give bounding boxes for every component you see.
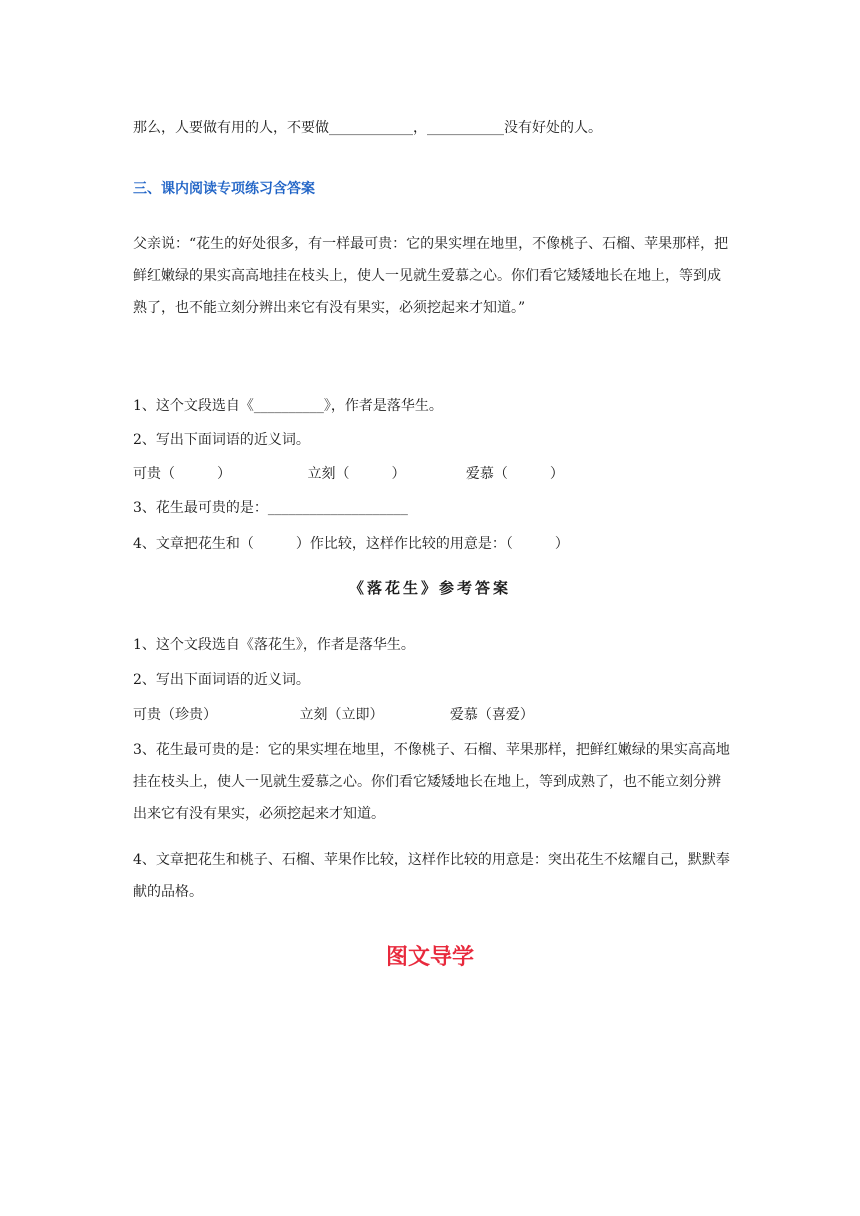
answer-2-words	[133, 705, 534, 725]
passage-paragraph: 父亲说：“花生的好处很多，有一样最可贵：它的果实埋在地里，不像桃子、石榴、苹果那样，把鲜红嫩绿的果实高高地挂在枝头上，使人一见就生爱慕之心。你们看它矮矮地长在地上，等到成熟了，也不能立刻分辨出来它有没有果实，必须挖起来才知道。”	[133, 236, 729, 316]
bottom-title: 图文导学	[385, 945, 474, 970]
question-4: 4、文章把花生和（ ）作比较，这样作比较的用意是：（ ）	[133, 536, 569, 552]
answer-3: 3、花生最可贵的是：它的果实埋在地里，不像桃子、石榴、苹果那样，把鲜红嫩绿的果实高高地挂在枝头上，使人一见就生爱慕之心。你们看它矮矮地长在地上，等到成熟了，也不能立刻分辨出来它有没有果实，必须挖起来才知道。	[133, 742, 730, 822]
answer-2: 2、写出下面词语的近义词。	[133, 672, 310, 688]
intro-line: 那么，人要做有用的人，不要做____________，___________没有好处的人。	[133, 120, 602, 136]
section-heading: 三、课内阅读专项练习含答案	[133, 181, 315, 197]
word-aimu: 爱慕（ ）	[465, 466, 564, 482]
word-aimu-answer: 爱慕（喜爱）	[449, 707, 534, 723]
question-1: 1、这个文段选自《__________》，作者是落华生。	[133, 398, 443, 414]
word-like: 立刻（ ）	[307, 466, 406, 482]
question-3: 3、花生最可贵的是：____________________	[133, 500, 408, 516]
answer-4: 4、文章把花生和桃子、石榴、苹果作比较，这样作比较的用意是：突出花生不炫耀自己，默默奉献的品格。	[133, 852, 730, 900]
word-kegui-answer: 可贵（珍贵）	[133, 707, 217, 723]
word-kegui: 可贵（ ）	[133, 466, 231, 482]
answer-title: 《落花生》参考答案	[348, 579, 511, 597]
question-2-words	[133, 464, 564, 484]
answer-1: 1、这个文段选自《落花生》，作者是落华生。	[133, 637, 415, 653]
word-like-answer: 立刻（立即）	[299, 707, 384, 723]
question-2: 2、写出下面词语的近义词。	[133, 432, 310, 448]
